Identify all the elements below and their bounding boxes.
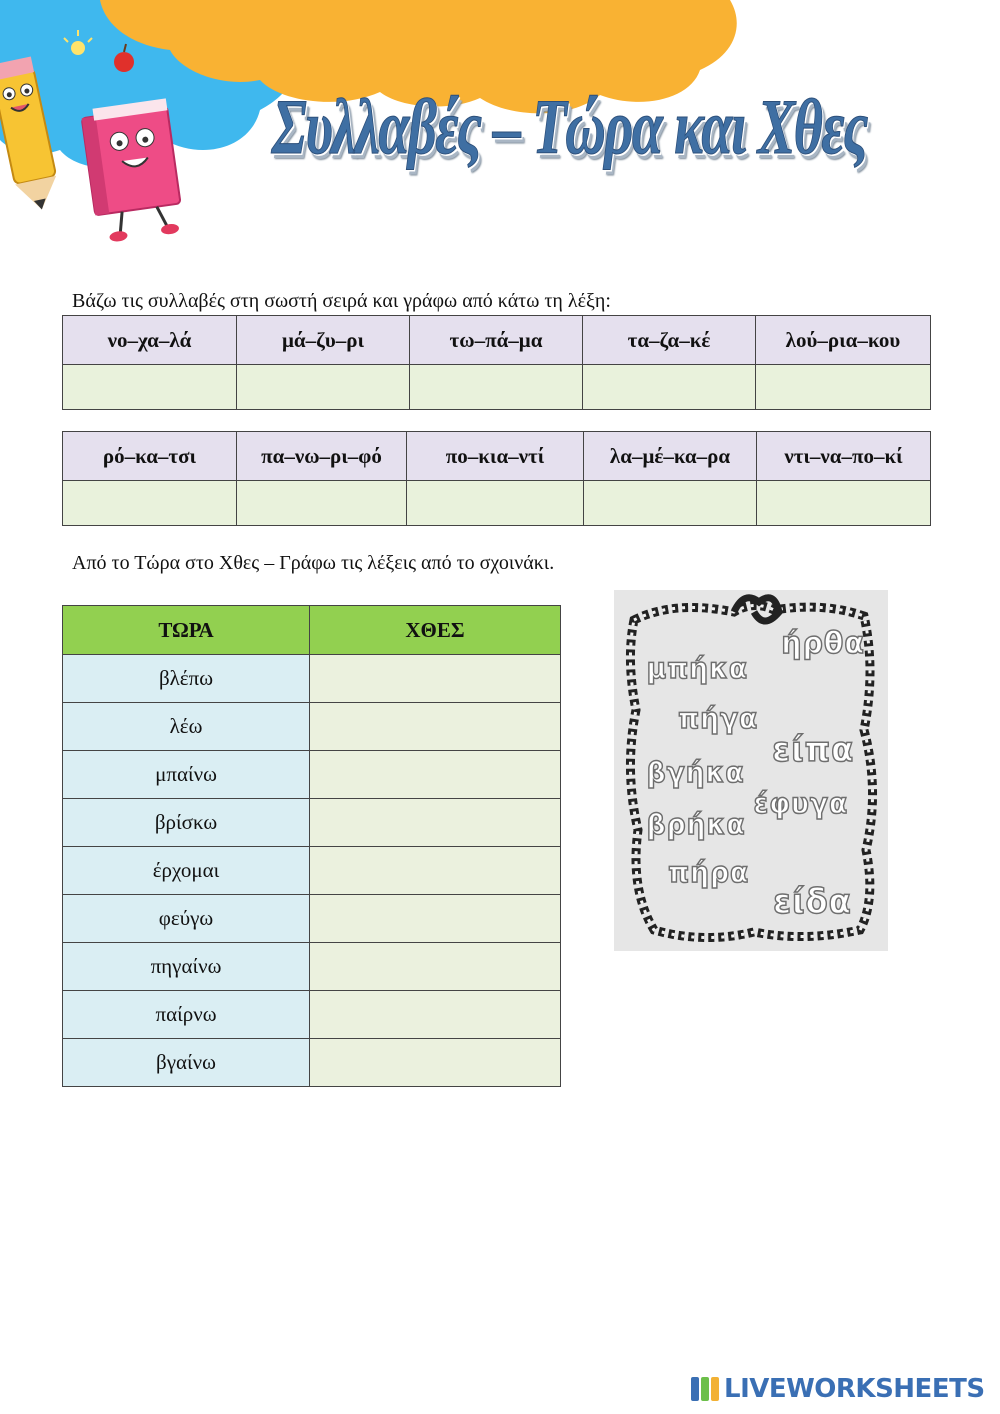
present-verb: βγαίνω bbox=[63, 1039, 310, 1087]
present-verb: βλέπω bbox=[63, 655, 310, 703]
past-answer-input[interactable] bbox=[310, 1039, 561, 1087]
answer-input[interactable] bbox=[63, 481, 237, 526]
answer-input[interactable] bbox=[756, 365, 931, 410]
book-character-icon bbox=[81, 98, 185, 244]
answer-input[interactable] bbox=[237, 365, 410, 410]
syllable-cell: λού–ρια–κου bbox=[756, 316, 931, 365]
answer-input[interactable] bbox=[583, 365, 756, 410]
syllable-table-1 bbox=[62, 315, 931, 410]
past-answer-input[interactable] bbox=[310, 703, 561, 751]
rope-word: είπα bbox=[772, 730, 855, 770]
answer-input[interactable] bbox=[410, 365, 583, 410]
liveworksheets-mark-icon bbox=[690, 1374, 720, 1404]
syllable-table-2 bbox=[62, 431, 931, 526]
syllable-cell: πα–νω–ρι–φό bbox=[237, 432, 407, 481]
rope-word-box bbox=[614, 590, 888, 951]
present-verb: πηγαίνω bbox=[63, 943, 310, 991]
syllable-cell: τα–ζα–κέ bbox=[583, 316, 756, 365]
syllable-cell: τω–πά–μα bbox=[410, 316, 583, 365]
instruction-syllables: Βάζω τις συλλαβές στη σωστή σειρά και γράφω από κάτω τη λέξη: bbox=[72, 290, 611, 312]
past-answer-input[interactable] bbox=[310, 799, 561, 847]
answer-input[interactable] bbox=[407, 481, 584, 526]
tense-table bbox=[62, 605, 561, 1087]
page-title: Συλλαβές – Τώρα και Χθες bbox=[272, 83, 867, 170]
past-answer-input[interactable] bbox=[310, 655, 561, 703]
instruction-tenses: Από το Τώρα στο Χθες – Γράφω τις λέξεις από το σχοινάκι. bbox=[72, 552, 555, 574]
past-answer-input[interactable] bbox=[310, 895, 561, 943]
rope-word: πήγα bbox=[678, 702, 759, 735]
rope-word: έφυγα bbox=[753, 787, 849, 820]
rope-word: μπήκα bbox=[646, 652, 749, 685]
liveworksheets-wordmark: LIVEWORKSHEETS bbox=[724, 1374, 985, 1404]
past-answer-input[interactable] bbox=[310, 991, 561, 1039]
syllable-cell: λα–μέ–κα–ρα bbox=[584, 432, 757, 481]
rope-word: βρήκα bbox=[646, 808, 746, 841]
syllable-cell: ντι–να–πο–κί bbox=[757, 432, 931, 481]
syllable-cell: ρό–κα–τσι bbox=[63, 432, 237, 481]
past-answer-input[interactable] bbox=[310, 751, 561, 799]
rope-word: είδα bbox=[773, 882, 852, 922]
rope-word: βγήκα bbox=[646, 756, 745, 789]
present-verb: έρχομαι bbox=[63, 847, 310, 895]
present-verb: φεύγω bbox=[63, 895, 310, 943]
answer-input[interactable] bbox=[63, 365, 237, 410]
rope-word: πήρα bbox=[668, 856, 750, 889]
header-now: ΤΩΡΑ bbox=[63, 606, 310, 655]
answer-input[interactable] bbox=[237, 481, 407, 526]
syllable-cell: πο–κια–ντί bbox=[407, 432, 584, 481]
header-past: ΧΘΕΣ bbox=[310, 606, 561, 655]
liveworksheets-logo bbox=[690, 1372, 985, 1406]
past-answer-input[interactable] bbox=[310, 847, 561, 895]
past-answer-input[interactable] bbox=[310, 943, 561, 991]
present-verb: βρίσκω bbox=[63, 799, 310, 847]
answer-input[interactable] bbox=[584, 481, 757, 526]
present-verb: λέω bbox=[63, 703, 310, 751]
present-verb: μπαίνω bbox=[63, 751, 310, 799]
syllable-cell: νο–χα–λά bbox=[63, 316, 237, 365]
rope-word: ήρθα bbox=[781, 626, 865, 661]
present-verb: παίρνω bbox=[63, 991, 310, 1039]
answer-input[interactable] bbox=[757, 481, 931, 526]
syllable-cell: μά–ζυ–ρι bbox=[237, 316, 410, 365]
